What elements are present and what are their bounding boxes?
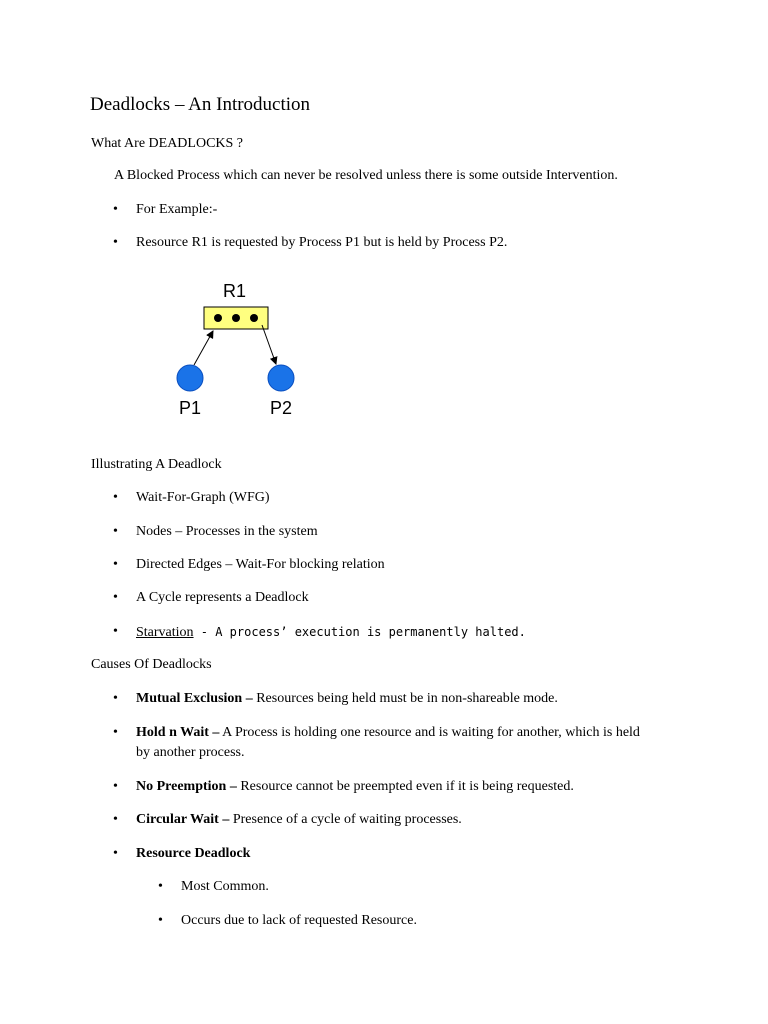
cause-resource-deadlock: Resource Deadlock	[136, 846, 251, 861]
bullet-marker: •	[113, 490, 118, 505]
resource-instance-dot	[214, 314, 222, 322]
sub-bullet-marker: •	[158, 879, 163, 894]
bullet-marker: •	[113, 846, 118, 861]
bullet-wfg: Wait-For-Graph (WFG)	[136, 490, 270, 505]
cause-circular-wait: Circular Wait – Presence of a cycle of waiting processes.	[136, 812, 462, 827]
bullet-marker: •	[113, 235, 118, 250]
page-title: Deadlocks – An Introduction	[90, 94, 311, 115]
resource-instance-dot	[232, 314, 240, 322]
bullet-marker: •	[113, 812, 118, 827]
resource-instance-dot	[250, 314, 258, 322]
bullet-nodes: Nodes – Processes in the system	[136, 524, 318, 539]
bullet-marker: •	[113, 590, 118, 605]
cause-no-preemption: No Preemption – Resource cannot be preempted even if it is being requested.	[136, 779, 574, 794]
bullet-marker: •	[113, 725, 118, 740]
bullet-resource-example: Resource R1 is requested by Process P1 but is held by Process P2.	[136, 235, 508, 250]
section-heading-what-are-deadlocks: What Are DEADLOCKS ?	[91, 136, 244, 151]
request-edge-p1-to-r1	[194, 331, 213, 365]
process-p2-label: P2	[270, 398, 293, 418]
process-p1-label: P1	[179, 398, 202, 418]
process-p1-node	[177, 365, 203, 391]
cause-mutual-exclusion: Mutual Exclusion – Resources being held must be in non-shareable mode.	[136, 691, 558, 706]
sub-bullet-most-common: Most Common.	[181, 879, 269, 894]
sub-bullet-marker: •	[158, 913, 163, 928]
bullet-cycle: A Cycle represents a Deadlock	[136, 590, 309, 605]
process-p2-node	[268, 365, 294, 391]
bullet-marker: •	[113, 691, 118, 706]
bullet-marker: •	[113, 524, 118, 539]
bullet-directed-edges: Directed Edges – Wait-For blocking relation	[136, 557, 385, 572]
assignment-edge-r1-to-p2	[262, 325, 276, 364]
cause-hold-and-wait: Hold n Wait – A Process is holding one resource and is waiting for another, which is held by another process.	[136, 725, 640, 760]
bullet-marker: •	[113, 202, 118, 217]
bullet-marker: •	[113, 557, 118, 572]
bullet-marker: •	[113, 779, 118, 794]
bullet-marker: •	[113, 624, 118, 639]
section-heading-illustrating: Illustrating A Deadlock	[91, 457, 222, 472]
deadlock-definition: A Blocked Process which can never be resolved unless there is some outside Intervention.	[114, 168, 618, 183]
starvation-description: - A process’ execution is permanently halted.	[193, 625, 526, 639]
resource-r1-label: R1	[223, 281, 247, 301]
section-heading-causes: Causes Of Deadlocks	[91, 657, 212, 672]
sub-bullet-lack-of-resource: Occurs due to lack of requested Resource.	[181, 913, 417, 928]
resource-allocation-diagram	[170, 275, 330, 425]
bullet-for-example: For Example:-	[136, 202, 218, 217]
bullet-starvation	[136, 622, 526, 643]
starvation-term: Starvation	[136, 625, 194, 640]
